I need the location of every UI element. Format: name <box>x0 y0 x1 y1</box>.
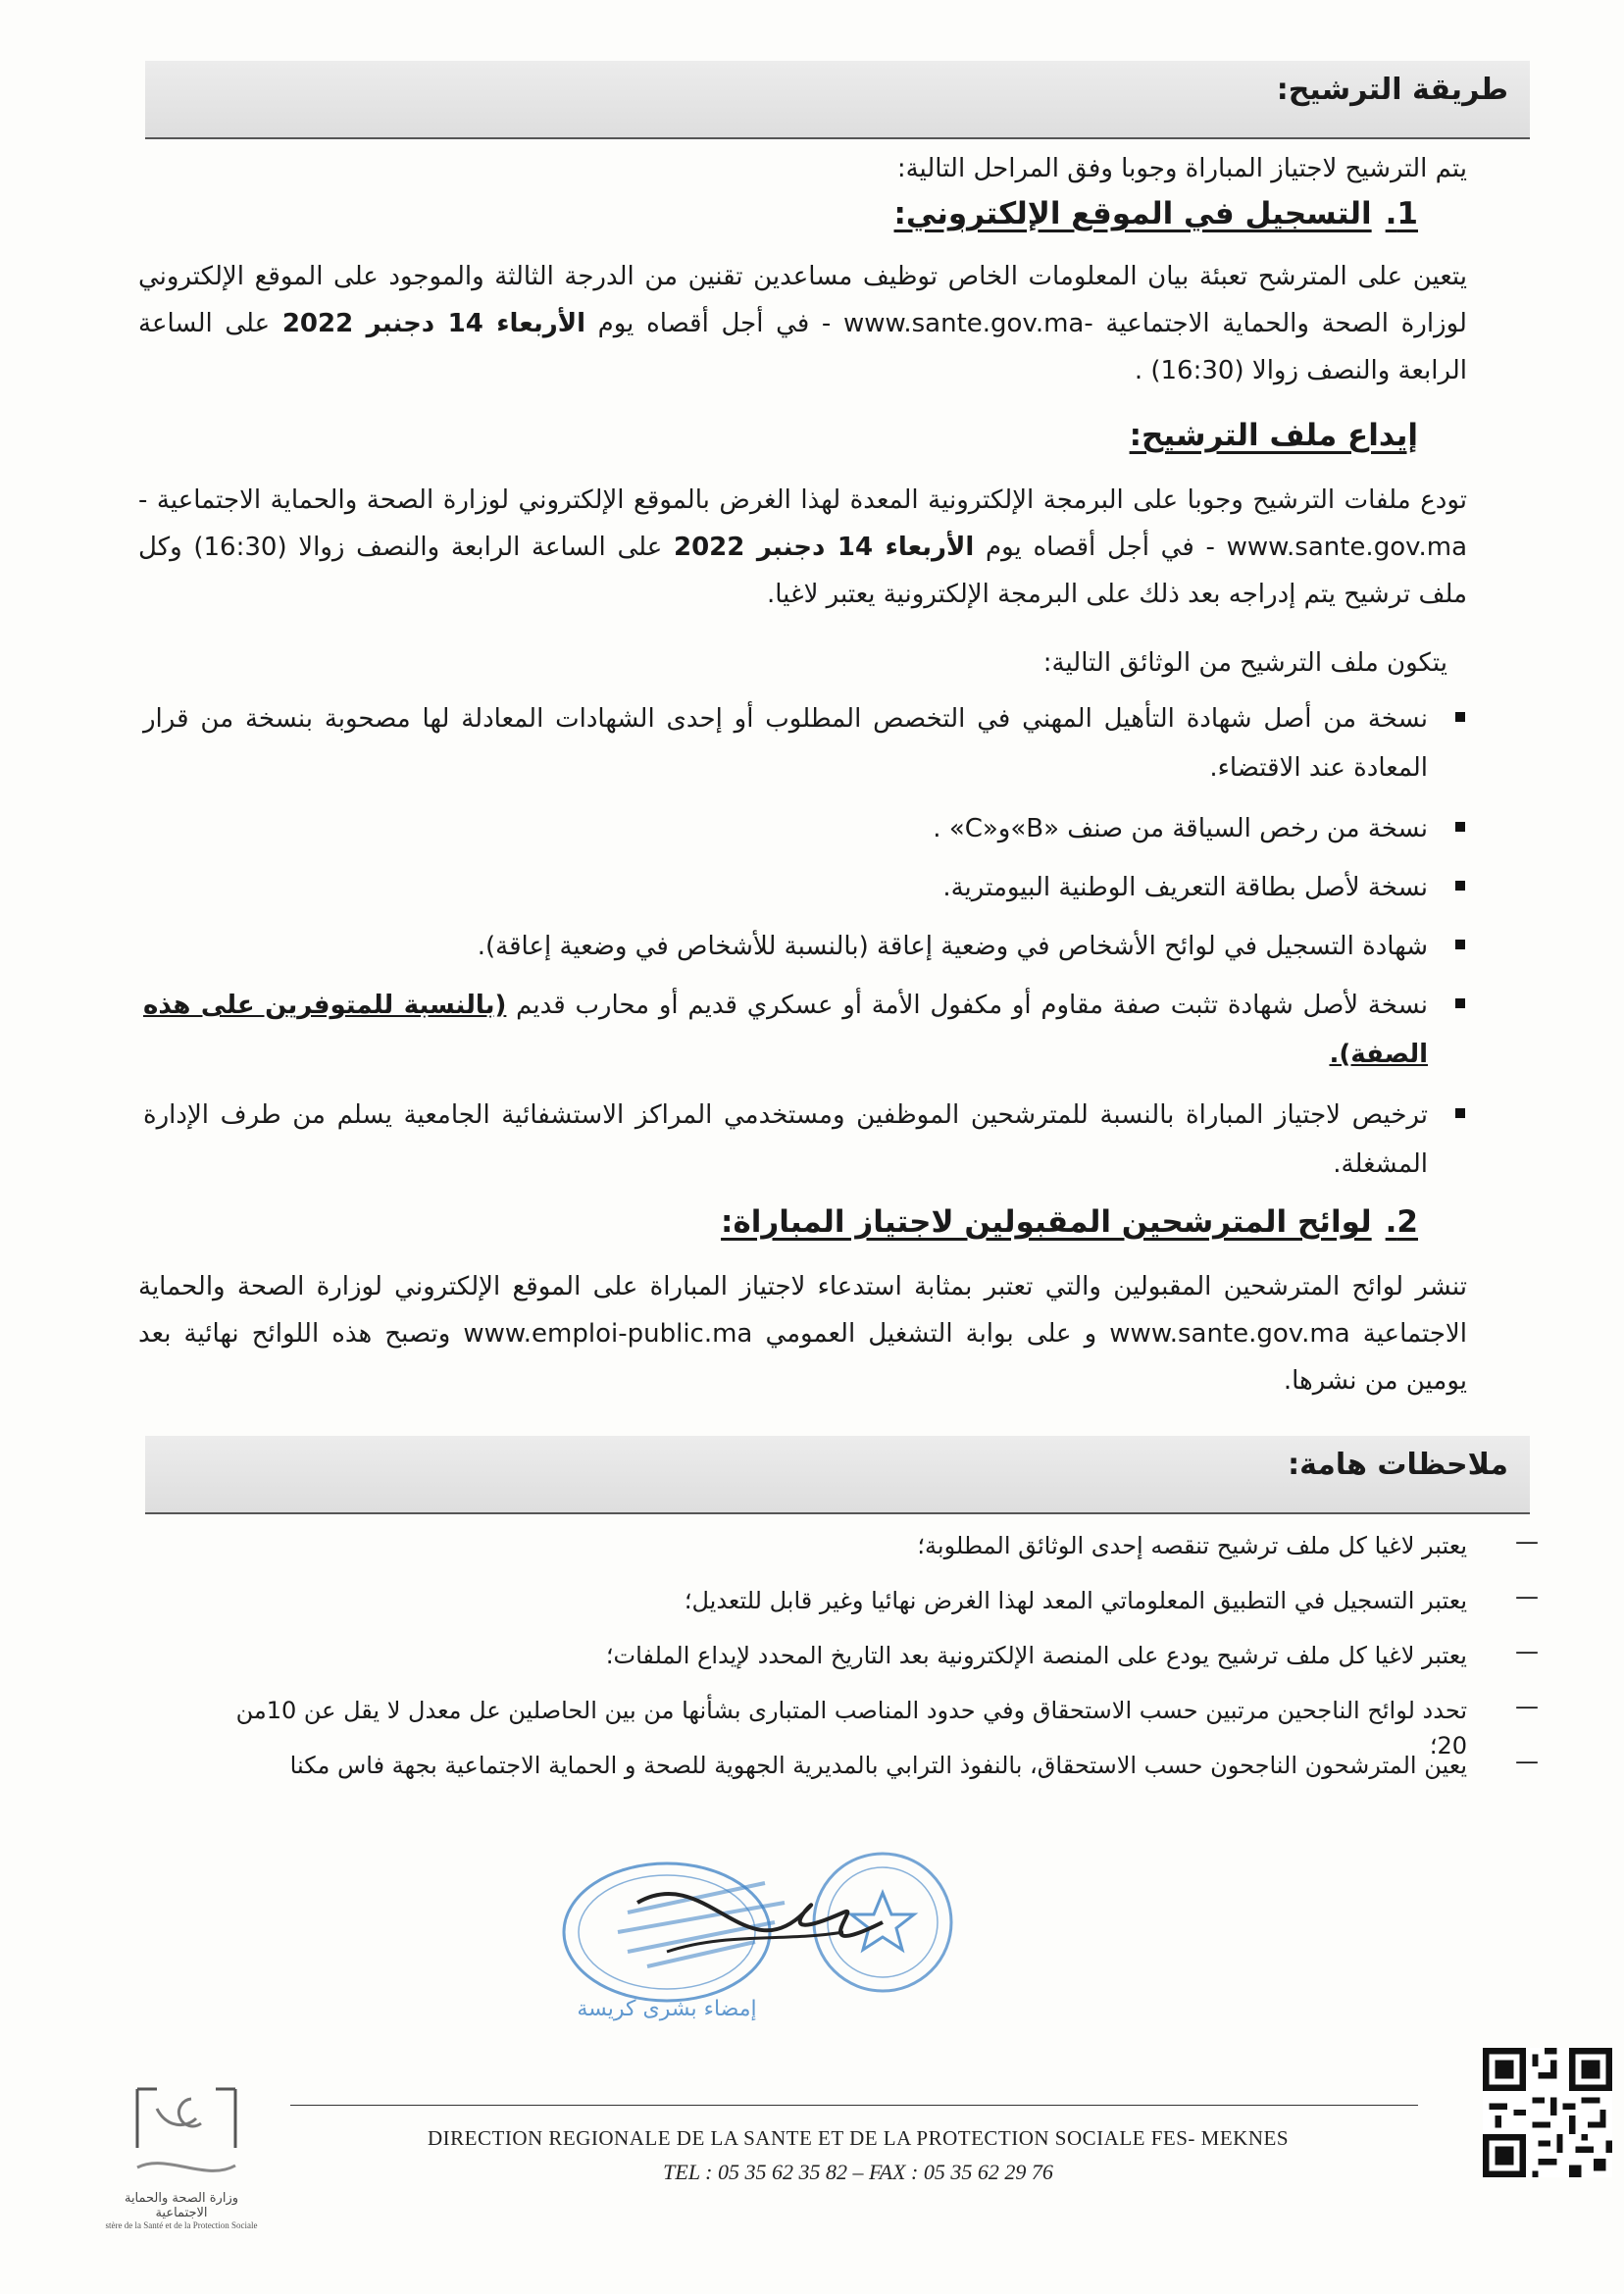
document-item-text: شهادة التسجيل في لوائح الأشخاص في وضعية إعاقة (بالنسبة للأشخاص في وضعية إعاقة). <box>477 932 1428 961</box>
step1-body <box>138 253 1467 394</box>
step1-deadline: الأربعاء 14 دجنبر 2022 <box>281 309 585 338</box>
step2-heading <box>721 1204 1418 1240</box>
section-title: طريقة الترشيح: <box>1276 73 1508 107</box>
notes-title-band <box>145 1436 1530 1514</box>
logo-arabic-text: وزارة الصحة والحماية الاجتماعية <box>124 2191 239 2220</box>
step1-number: 1. <box>1385 196 1418 231</box>
note-dash-icon: — <box>1515 1638 1539 1665</box>
bullet-square-icon <box>1455 1108 1465 1118</box>
document-item <box>143 922 1428 971</box>
step2-title: لوائح المترشحين المقبولين لاجتياز المباراة: <box>721 1204 1372 1240</box>
note-item-text: يعين المترشحون الناجحون حسب الاستحقاق، بالنفوذ الترابي بالمديرية الجهوية للصحة و الحماية الاجتماعية بجهة فاس مكنا <box>289 1752 1467 1779</box>
bullet-square-icon <box>1455 881 1465 891</box>
document-item <box>143 863 1428 912</box>
deposit-body <box>138 477 1467 618</box>
bullet-square-icon <box>1455 712 1465 722</box>
step1-body-a: يتعين على المترشح تعبئة بيان المعلومات الخاص توظيف مساعدين تقنين من الدرجة الثالثة والموجود على الموقع الإلكتروني لوزارة الصحة والحماية الاجتماعية -www.sante.gov.ma - في أجل أقصاه يوم <box>138 262 1467 338</box>
document-item-emphasis: (بالنسبة للمتوفرين على هذه الصفة). <box>143 991 1428 1069</box>
step2-body: تنشر لوائح المترشحين المقبولين والتي تعتبر بمثابة استدعاء لاجتياز المباراة على الموقع الإلكتروني لوزارة الصحة والحماية الاجتماعية www.sante.gov.ma و على بوابة التشغيل العمومي www.emploi-public.ma وتصبح هذه اللوائح نهائية بعد يومين من نشرها. <box>138 1272 1467 1396</box>
footer-contact: TEL : 05 35 62 35 82 – FAX : 05 35 62 29 76 <box>663 2160 1053 2184</box>
ministry-logo <box>98 2079 294 2275</box>
note-item-text: يعتبر لاغيا كل ملف ترشيح يودع على المنصة الإلكترونية بعد التاريخ المحدد لإيداع الملفات؛ <box>605 1642 1467 1669</box>
step1-heading <box>894 196 1418 231</box>
note-item <box>261 1583 1467 1618</box>
document-item <box>143 981 1428 1079</box>
ministry-logo-icon <box>98 2079 294 2187</box>
document-item-text: ترخيص لاجتياز المباراة بالنسبة للمترشحين الموظفين ومستخدمي المراكز الاستشفائية الجامعية يسلم من طرف الإدارة المشغلة. <box>143 1100 1428 1179</box>
step1-title: التسجيل في الموقع الإلكتروني: <box>893 196 1372 231</box>
intro-text: يتم الترشيح لاجتياز المباراة وجوبا وفق المراحل التالية: <box>896 154 1467 183</box>
document-item <box>143 1091 1428 1189</box>
bullet-square-icon <box>1455 822 1465 832</box>
official-stamp-signature <box>510 1844 1000 2040</box>
document-item-text: نسخة لأصل شهادة تثبت صفة مقاوم أو مكفول الأمة أو عسكري قديم أو محارب قديم <box>506 991 1428 1020</box>
footer-direction: DIRECTION REGIONALE DE LA SANTE ET DE LA PROTECTION SOCIALE FES- MEKNES <box>428 2126 1289 2150</box>
section-title-band <box>145 61 1530 139</box>
note-item <box>261 1638 1467 1673</box>
qr-code-icon <box>1483 2048 1612 2177</box>
notes-title: ملاحظات هامة: <box>1288 1448 1508 1482</box>
note-item <box>261 1528 1467 1563</box>
note-dash-icon: — <box>1515 1748 1539 1775</box>
document-item-text: نسخة من رخص السياقة من صنف «B»و«C» . <box>933 814 1428 843</box>
note-item-text: تحدد لوائح الناجحين مرتبين حسب الاستحقاق وفي حدود المناصب المتبارى بشأنها من بين الحاصلين عل معدل لا يقل عن 10من 20؛ <box>235 1697 1467 1759</box>
deposit-body-a: تودع ملفات الترشيح وجوبا على البرمجة الإلكترونية المعدة لهذا الغرض بالموقع الإلكتروني لوزارة الصحة والحماية الاجتماعية - www.sante.gov.ma - في أجل أقصاه يوم <box>138 485 1467 562</box>
document-item <box>143 694 1428 792</box>
document-item <box>143 804 1428 853</box>
bullet-square-icon <box>1455 940 1465 949</box>
svg-text:إمضاء بشرى كريسة: إمضاء بشرى كريسة <box>577 1997 757 2021</box>
deposit-heading: إيداع ملف الترشيح: <box>1129 418 1418 453</box>
deposit-deadline: الأربعاء 14 دجنبر 2022 <box>674 533 975 562</box>
footer-divider <box>290 2105 1418 2106</box>
bullet-square-icon <box>1455 998 1465 1008</box>
note-dash-icon: — <box>1515 1528 1539 1555</box>
step2-number: 2. <box>1385 1204 1418 1240</box>
document-item-text: نسخة من أصل شهادة التأهيل المهني في التخصص المطلوب أو إحدى الشهادات المعادلة لها مصحوبة بنسخة من قرار المعادة عند الاقتضاء. <box>143 704 1428 783</box>
note-item-text: يعتبر التسجيل في التطبيق المعلوماتي المعد لهذا الغرض نهائيا وغير قابل للتعديل؛ <box>684 1587 1467 1614</box>
step1-body-b: على الساعة الرابعة والنصف زوالا (16:30) . <box>138 309 1467 385</box>
note-dash-icon: — <box>1515 1693 1539 1720</box>
note-dash-icon: — <box>1515 1583 1539 1610</box>
deposit-body-b: على الساعة الرابعة والنصف زوالا (16:30) وكل ملف ترشيح يتم إدراجه بعد ذلك على البرمجة الإلكترونية يعتبر لاغيا. <box>138 533 1467 609</box>
documents-intro: يتكون ملف الترشيح من الوثائق التالية: <box>1042 648 1447 678</box>
note-item <box>261 1748 1467 1783</box>
note-item-text: يعتبر لاغيا كل ملف ترشيح تنقصه إحدى الوثائق المطلوبة؛ <box>917 1532 1467 1559</box>
logo-french-text: stère de la Santé et de la Protection Sociale <box>105 2220 258 2230</box>
document-item-text: نسخة لأصل بطاقة التعريف الوطنية البيومترية. <box>942 873 1428 902</box>
